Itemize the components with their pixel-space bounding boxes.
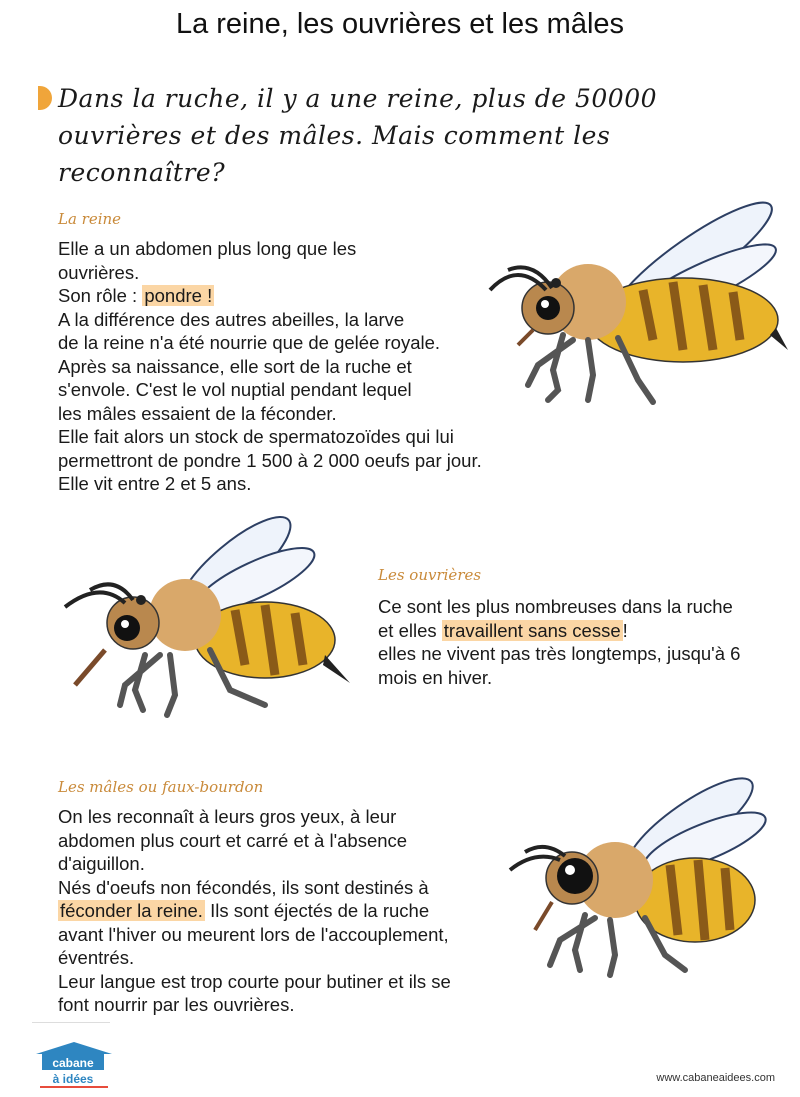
cabane-logo-icon [34, 1040, 114, 1088]
males-section-title: Les mâles ou faux-bourdon [58, 778, 264, 796]
queen-line: Elle a un abdomen plus long que les [58, 238, 357, 259]
queen-line: permettront de pondre 1 500 à 2 000 oeufs par jour. [58, 449, 482, 471]
workers-line: mois en hiver. [378, 666, 493, 688]
queen-line: A la différence des autres abeilles, la larve [58, 308, 405, 330]
queen-role-label: Son rôle : [58, 285, 143, 306]
queen-line: ouvrières. [58, 261, 140, 283]
queen-line: s'envole. C'est le vol nuptial pendant lequel [58, 379, 412, 400]
queen-bee-illustration [478, 190, 788, 420]
workers-line: elles ne vivent pas très longtemps, jusqu'à 6 [378, 643, 741, 664]
worker-bee-illustration [55, 505, 355, 725]
workers-highlight: travaillent sans cesse [443, 619, 621, 641]
queen-line: Elle fait alors un stock de spermatozoïdes qui lui [58, 426, 454, 447]
workers-text-post: ! [622, 619, 628, 641]
queen-section-title: La reine [58, 210, 122, 228]
males-line: avant l'hiver ou meurent lors de l'accouplement, [58, 923, 449, 945]
footer-divider [32, 1022, 110, 1023]
males-line: Leur langue est trop courte pour butiner et ils se [58, 970, 451, 992]
queen-line: Après sa naissance, elle sort de la ruche et [58, 355, 412, 377]
males-text-post: Ils sont éjectés de la ruche [204, 900, 430, 921]
workers-text-pre: et elles [378, 619, 442, 641]
males-line: font nourrir par les ouvrières. [58, 994, 295, 1015]
queen-line: les mâles essaient de la féconder. [58, 402, 337, 424]
queen-line: de la reine n'a été nourrie que de gelée royale. [58, 332, 441, 353]
males-line [58, 899, 451, 923]
workers-line: Ce sont les plus nombreuses dans la ruche [378, 596, 733, 617]
queen-line: Elle vit entre 2 et 5 ans. [58, 473, 252, 494]
logo-text-cabane: cabane [52, 1056, 94, 1070]
intro-bullet-icon [38, 86, 52, 110]
males-highlight: féconder la reine. [60, 900, 203, 921]
males-line: abdomen plus court et carré et à l'absence [58, 829, 408, 851]
queen-role-highlight: pondre ! [144, 285, 213, 306]
workers-section-title: Les ouvrières [378, 566, 482, 584]
logo-text-idees: à idées [52, 1072, 94, 1086]
workers-line [378, 619, 740, 643]
workers-text [378, 595, 740, 689]
page-title: La reine, les ouvrières et les mâles [175, 8, 625, 40]
queen-text [58, 237, 482, 496]
males-line: d'aiguillon. [58, 853, 145, 874]
intro-text: Dans la ruche, il y a une reine, plus de 50000 ouvrières et des mâles. Mais comment les reconnaître? [58, 84, 658, 187]
males-line: éventrés. [58, 947, 135, 968]
males-line: On les reconnaît à leurs gros yeux, à leur [58, 806, 397, 827]
queen-line [58, 284, 482, 308]
males-text [58, 805, 451, 1017]
website-url[interactable]: www.cabaneaidees.com [656, 1072, 775, 1084]
males-line: Nés d'oeufs non fécondés, ils sont destinés à [58, 876, 429, 898]
male-bee-illustration [500, 770, 770, 985]
